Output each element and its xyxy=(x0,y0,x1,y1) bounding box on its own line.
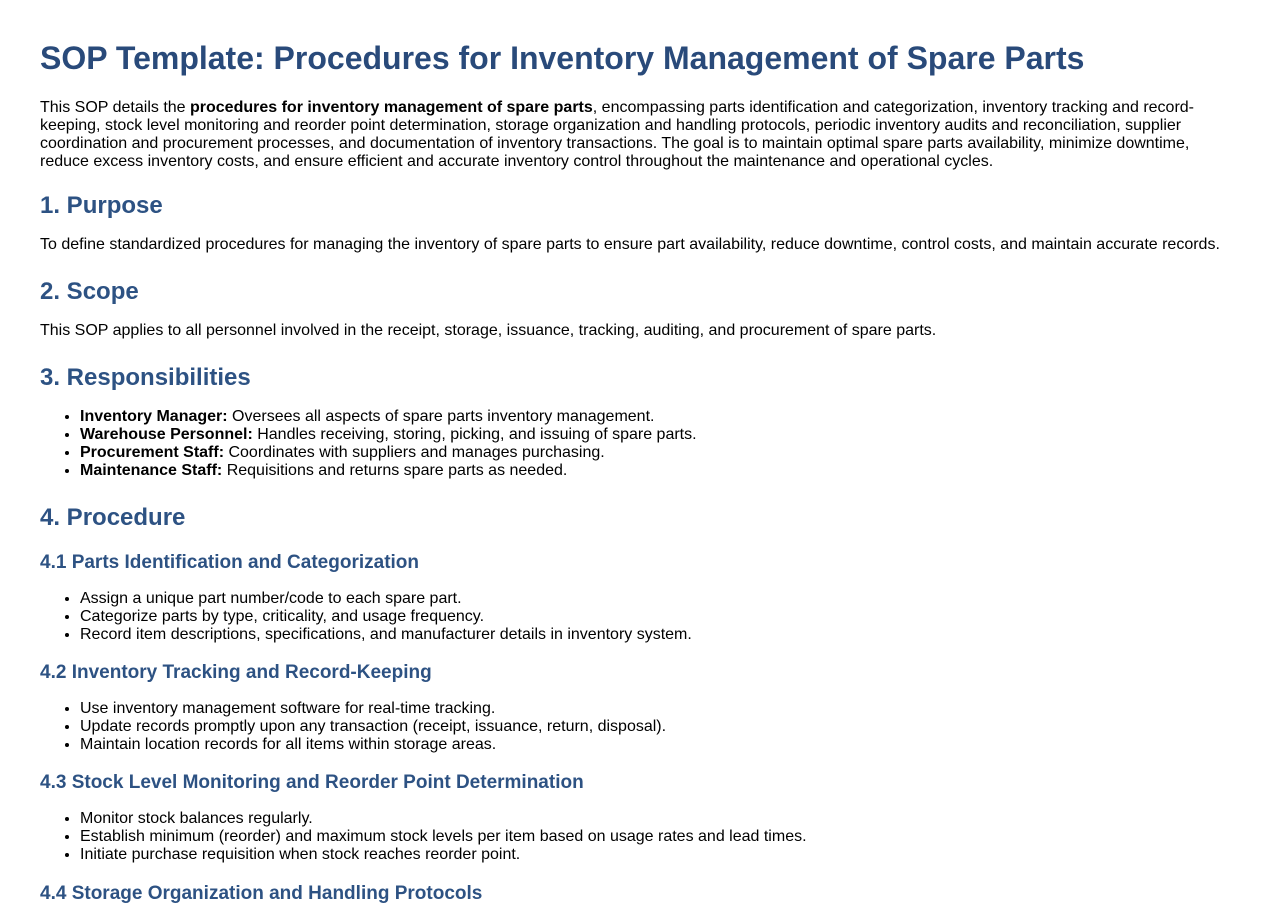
role-description: Coordinates with suppliers and manages purchasing. xyxy=(224,444,605,461)
intro-paragraph xyxy=(40,99,1205,171)
page-title: SOP Template: Procedures for Inventory Management of Spare Parts xyxy=(40,40,1085,76)
role-label: Procurement Staff: xyxy=(80,444,225,461)
list-item: • Establish minimum (reorder) and maximum stock levels per item based on usage rates and lead times. xyxy=(80,828,1223,846)
role-description: Requisitions and returns spare parts as needed. xyxy=(222,462,568,479)
list-item: • Record item descriptions, specifications, and manufacturer details in inventory system. xyxy=(80,626,1223,644)
list-item: • Use inventory management software for real-time tracking. xyxy=(80,700,1223,718)
list-item: • Maintain location records for all items within storage areas. xyxy=(80,736,1223,754)
responsibilities-list xyxy=(40,408,1223,480)
intro-bold-phrase: procedures for inventory management of spare parts xyxy=(190,99,593,116)
procedure-list-4-3 xyxy=(40,810,1223,864)
procedure-list-4-2 xyxy=(40,700,1223,754)
role-description: Handles receiving, storing, picking, and issuing of spare parts. xyxy=(252,426,697,443)
subsection-heading-4-2: 4.2 Inventory Tracking and Record-Keeping xyxy=(40,662,432,683)
procedure-list-4-1 xyxy=(40,590,1223,644)
list-item: • Initiate purchase requisition when stock reaches reorder point. xyxy=(80,846,1223,864)
list-item xyxy=(80,462,1223,480)
role-label: Inventory Manager: xyxy=(80,408,228,425)
list-item: • Update records promptly upon any transaction (receipt, issuance, return, disposal). xyxy=(80,718,1223,736)
list-item xyxy=(80,444,1223,462)
list-item xyxy=(80,408,1223,426)
subsection-heading-4-3: 4.3 Stock Level Monitoring and Reorder Point Determination xyxy=(40,772,584,793)
section-heading-procedure: 4. Procedure xyxy=(40,504,186,531)
section-heading-purpose: 1. Purpose xyxy=(40,192,163,219)
list-item: • Monitor stock balances regularly. xyxy=(80,810,1223,828)
list-item xyxy=(80,426,1223,444)
role-description: Oversees all aspects of spare parts inventory management. xyxy=(227,408,655,425)
role-label: Maintenance Staff: xyxy=(80,462,223,479)
list-item: • Assign a unique part number/code to each spare part. xyxy=(80,590,1223,608)
list-item: • Categorize parts by type, criticality, and usage frequency. xyxy=(80,608,1223,626)
scope-text: This SOP applies to all personnel involved in the receipt, storage, issuance, tracking, auditing, and procurement of spare parts. xyxy=(40,322,937,339)
intro-rest: , encompassing parts identification and categorization, inventory tracking and record-keeping, stock level monitoring and reorder point determination, storage organization and handling protocols, periodic inventory audits and reconciliation, supplier coordination and procurement processes, and documentation of inventory transactions. The goal is to maintain optimal spare parts availability, minimize downtime, reduce excess inventory costs, and ensure efficient and accurate inventory control throughout the maintenance and operational cycles. xyxy=(40,99,1194,170)
subsection-heading-4-1: 4.1 Parts Identification and Categorization xyxy=(40,552,420,573)
intro-lead: This SOP details the xyxy=(40,99,190,116)
section-heading-responsibilities: 3. Responsibilities xyxy=(40,364,251,391)
subsection-heading-4-4: 4.4 Storage Organization and Handling Protocols xyxy=(40,883,483,904)
section-heading-scope: 2. Scope xyxy=(40,278,139,305)
role-label: Warehouse Personnel: xyxy=(80,426,253,443)
purpose-text: To define standardized procedures for managing the inventory of spare parts to ensure part availability, reduce downtime, control costs, and maintain accurate records. xyxy=(40,236,1220,253)
